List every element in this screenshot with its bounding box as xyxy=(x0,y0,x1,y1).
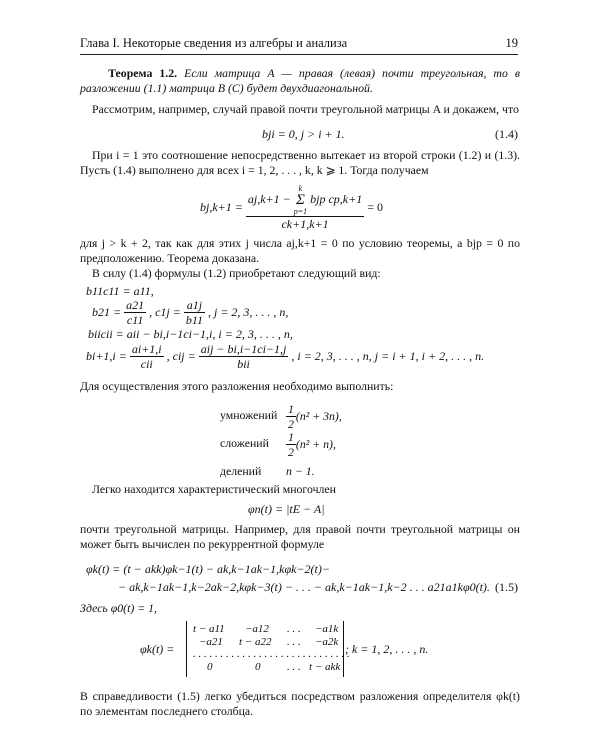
eq-bjk-rhs: = 0 xyxy=(367,200,383,214)
det-cell: . . . xyxy=(287,623,301,635)
paragraph-9: В справедливости (1.5) легко убедиться посредством разложения определителя φk(t) по элементам последнего столбца. xyxy=(80,689,520,718)
formula-4-mid: , cij = xyxy=(166,349,196,363)
ops-value xyxy=(286,430,336,459)
det-tail: ; k = 1, 2, . . . , n. xyxy=(345,642,429,656)
formula-2-frac-b xyxy=(184,298,205,327)
eq-bjk-fraction xyxy=(246,184,364,231)
det-cell: −a21 xyxy=(199,636,223,648)
eq-bjk-lhs: bj,k+1 = xyxy=(200,200,243,214)
formula-3: biicii = aii − bi,i−1ci−1,i, i = 2, 3, . . . , n, xyxy=(88,327,293,341)
coef-den: 2 xyxy=(288,445,294,459)
ops-expr: n − 1. xyxy=(286,464,315,478)
eq-bjk-num-left: aj,k+1 − xyxy=(247,191,291,206)
determinant xyxy=(186,621,350,677)
theorem-text: Если матрица A — правая (левая) почти треугольная, то в разложении (1.1) матрица B (C) будет двухдиагональной. xyxy=(80,66,521,95)
paragraph-4: В силу (1.4) формулы (1.2) приобретают следующий вид: xyxy=(92,266,381,280)
eq-bjk-numerator xyxy=(246,184,364,216)
f2-den: c11 xyxy=(124,312,146,327)
paragraph-6: Легко находится характеристический многочлен xyxy=(92,482,336,496)
paragraph-5: Для осуществления этого разложения необходимо выполнить: xyxy=(80,379,394,393)
ops-expr: (n² + n), xyxy=(295,437,336,451)
theorem-label: Теорема 1.2. xyxy=(108,66,178,80)
f2-num: a21 xyxy=(126,298,145,312)
sum-symbol xyxy=(294,184,307,216)
formula-4-frac-b xyxy=(199,342,289,371)
paragraph-3: для j > k + 2, так как для этих j числа aj,k+1 = 0 по условию теоремы, а bjp = 0 по предположению. Теорема доказана. xyxy=(80,236,520,265)
coef-num: 1 xyxy=(288,430,294,444)
formula-4 xyxy=(86,342,484,371)
det-cell: 0 xyxy=(255,661,261,673)
equation-bj-k1 xyxy=(200,184,383,231)
page-number: 19 xyxy=(505,36,518,50)
equation-number-1-4: (1.4) xyxy=(495,127,518,141)
equation-1-5-line2: − ak,k−1ak−1,k−2ak−2,kφk−3(t) − . . . − ak,k−1ak−1,k−2 . . . a21a1kφ0(t). xyxy=(118,580,490,594)
det-cell: . . . xyxy=(287,636,301,648)
ops-label: умножений xyxy=(220,408,278,422)
coef-num: 1 xyxy=(288,402,294,416)
theorem-block xyxy=(80,66,520,96)
equation-1-4: bji = 0, j > i + 1. xyxy=(262,127,345,141)
equation-1-5-line1: φk(t) = (t − akk)φk−1(t) − ak,k−1ak−1,kφk−2(t)− xyxy=(86,562,330,576)
eq-bjk-denominator: ck+1,k+1 xyxy=(246,216,364,231)
f4-den: cii xyxy=(130,356,164,371)
paragraph-2: При i = 1 это соотношение непосредственно вытекает из второй строки (1.2) и (1.3). Пусть (1.4) выполнено для всех i = 1, 2, . . . , k, k ⩾ 1. Тогда получаем xyxy=(80,148,520,177)
f4-den2: bii xyxy=(199,356,289,371)
f4-num: ai+1,i xyxy=(131,342,162,356)
ops-value xyxy=(286,402,342,431)
det-cell: t − a22 xyxy=(239,636,272,648)
formula-4-lhs: bi+1,i = xyxy=(86,349,127,363)
equation-phi-n: φn(t) = |tE − A| xyxy=(248,502,325,516)
det-row-4 xyxy=(193,661,339,675)
formula-2-mid: , c1j = xyxy=(149,305,181,319)
det-cell: 0 xyxy=(207,661,213,673)
eq-bjk-num-right: bjp cp,k+1 xyxy=(310,191,363,206)
f2-den2: b11 xyxy=(185,313,203,327)
det-cell: −a1k xyxy=(315,623,339,635)
det-cell: t − a11 xyxy=(193,623,225,635)
paragraph-7: почти треугольной матрицы. Например, для правой почти треугольной матрицы он может быть вычислен по рекуррентной формуле xyxy=(80,522,520,551)
formula-1: b11c11 = a11, xyxy=(86,284,154,298)
ops-coef xyxy=(286,402,296,431)
det-cell: . . . xyxy=(287,661,301,673)
paragraph-8: Здесь φ0(t) = 1, xyxy=(80,601,158,615)
formula-2-frac-a xyxy=(124,298,146,327)
f4-num2: aij − bi,i−1ci−1,j xyxy=(200,342,287,356)
det-row-3: . . . . . . . . . . . . . . . . . . . . . . . . . . . . . xyxy=(193,648,350,660)
formula-2-lhs: b21 = xyxy=(92,305,122,319)
f2-num2: a1j xyxy=(186,298,203,312)
paragraph-1: Рассмотрим, например, случай правой почти треугольной матрицы A и докажем, что xyxy=(92,102,519,116)
det-row-1 xyxy=(193,623,339,637)
coef-den: 2 xyxy=(288,417,294,431)
ops-label: сложений xyxy=(220,436,269,450)
chapter-title: Глава I. Некоторые сведения из алгебры и анализа xyxy=(80,36,348,50)
ops-expr: (n² + 3n), xyxy=(295,409,342,423)
ops-label: делений xyxy=(220,464,262,478)
det-cell: t − akk xyxy=(309,661,341,673)
det-cell: −a2k xyxy=(315,636,339,648)
formula-2-tail: , j = 2, 3, . . . , n, xyxy=(207,305,289,319)
equation-number-1-5: (1.5) xyxy=(495,580,518,594)
running-header xyxy=(80,34,518,55)
ops-coef xyxy=(286,430,296,459)
sigma-icon: Σ xyxy=(295,192,305,208)
sum-top: k xyxy=(298,184,303,193)
formula-4-frac-a xyxy=(130,342,164,371)
sum-bottom: p=1 xyxy=(293,207,308,216)
formula-2 xyxy=(92,298,288,327)
det-lhs: φk(t) = xyxy=(140,642,175,656)
formula-4-tail: , i = 2, 3, . . . , n, j = i + 1, i + 2, . . . , n. xyxy=(291,349,485,363)
det-cell: −a12 xyxy=(245,623,269,635)
